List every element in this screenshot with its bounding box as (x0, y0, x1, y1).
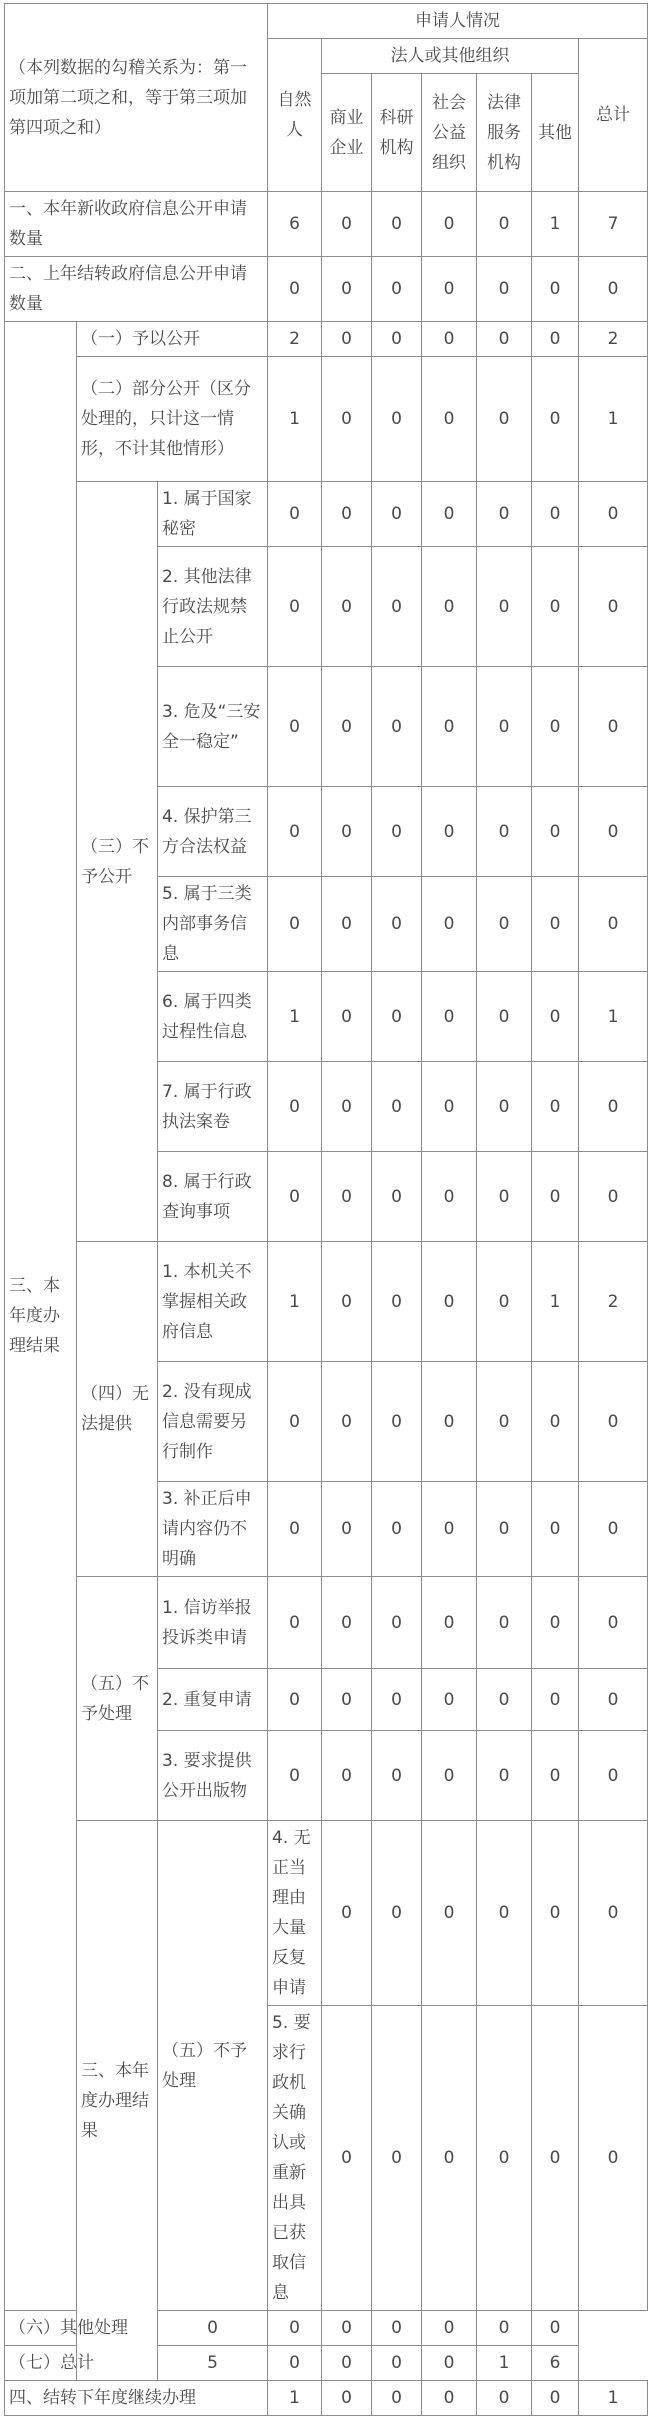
cell-natural: 0 (268, 482, 322, 547)
cell-business: 0 (322, 1152, 372, 1242)
cell-natural: 0 (268, 667, 322, 787)
cell-research: 0 (372, 1242, 422, 1362)
cell-natural: 0 (268, 1152, 322, 1242)
cell-research: 0 (322, 2346, 372, 2381)
cell-other: 0 (579, 1821, 648, 2006)
cell-business: 0 (322, 192, 372, 257)
row-label: 一、本年新收政府信息公开申请数量 (5, 192, 268, 257)
cell-business: 0 (322, 972, 372, 1062)
row-label: 四、结转下年度继续办理 (5, 2381, 268, 2416)
cell-research: 0 (372, 1577, 422, 1669)
cell-business: 0 (322, 667, 372, 787)
cell-research: 0 (372, 357, 422, 482)
row-label: 7. 属于行政执法案卷 (158, 1062, 268, 1152)
cell-natural: 0 (268, 787, 322, 877)
cell-research: 0 (372, 2381, 422, 2416)
cell-law: 0 (422, 2346, 477, 2381)
cell-law: 0 (477, 877, 532, 972)
cell-business: 0 (322, 257, 372, 322)
row-label: 2. 重复申请 (158, 1669, 268, 1731)
cell-law: 0 (422, 2311, 477, 2346)
cell-research: 0 (372, 1152, 422, 1242)
cell-social: 0 (422, 1242, 477, 1362)
cell-social: 0 (422, 547, 477, 667)
cell-law: 0 (477, 1669, 532, 1731)
cell-research: 0 (372, 192, 422, 257)
cell-natural: 0 (268, 547, 322, 667)
row-label: 1. 属于国家秘密 (158, 482, 268, 547)
cell-natural: 0 (268, 1062, 322, 1152)
cell-other: 1 (532, 192, 579, 257)
header-research: 科研机构 (372, 74, 422, 192)
cell-social: 0 (422, 257, 477, 322)
section-label: 三、本年度办理结果 (77, 1821, 158, 2381)
cell-total: 0 (579, 1362, 648, 1482)
cell-social: 0 (422, 1362, 477, 1482)
cell-social: 0 (422, 877, 477, 972)
header-social: 社会公益组织 (422, 74, 477, 192)
cell-total: 0 (579, 547, 648, 667)
cell-natural: 0 (268, 1731, 322, 1821)
cell-social: 0 (422, 482, 477, 547)
cell-research: 0 (422, 1821, 477, 2006)
row-label: 1. 本机关不掌握相关政府信息 (158, 1242, 268, 1362)
cell-natural: 0 (268, 1482, 322, 1577)
cell-research: 0 (372, 667, 422, 787)
cell-total: 1 (579, 2381, 648, 2416)
cell-other: 0 (532, 357, 579, 482)
cell-total: 0 (579, 1669, 648, 1731)
cell-law: 0 (477, 1152, 532, 1242)
header-natural: 自然人 (268, 39, 322, 192)
header-law: 法律服务机构 (477, 74, 532, 192)
header-legal: 法人或其他组织 (322, 39, 579, 74)
cell-social: 0 (372, 2346, 422, 2381)
cell-research: 0 (372, 322, 422, 357)
cell-total: 0 (579, 482, 648, 547)
cell-law: 0 (477, 547, 532, 667)
cell-business: 0 (322, 1577, 372, 1669)
row-label: 2. 没有现成信息需要另行制作 (158, 1362, 268, 1482)
cell-other: 0 (532, 787, 579, 877)
cell-law: 0 (477, 1062, 532, 1152)
row-label: （六）其他处理 (5, 2311, 158, 2346)
cell-natural: 0 (268, 1577, 322, 1669)
cell-business: 0 (372, 1821, 422, 2006)
cell-business: 0 (268, 2311, 322, 2346)
cell-law: 0 (477, 2381, 532, 2416)
cell-law: 0 (477, 1482, 532, 1577)
cell-social: 0 (372, 2311, 422, 2346)
cell-total: 0 (579, 1577, 648, 1669)
cell-business: 0 (322, 1242, 372, 1362)
cell-other: 0 (532, 1062, 579, 1152)
cell-social: 0 (422, 787, 477, 877)
cell-natural: 6 (268, 192, 322, 257)
government-info-disclosure-table (4, 3, 648, 2416)
cell-other: 0 (532, 1669, 579, 1731)
cell-total: 0 (579, 1482, 648, 1577)
row-label: （二）部分公开（区分处理的，只计这一情形，不计其他情形） (77, 357, 268, 482)
cell-total: 1 (579, 357, 648, 482)
row-label: 4. 无正当理由大量反复申请 (268, 1821, 322, 2006)
cell-other: 0 (532, 2381, 579, 2416)
cell-law: 0 (477, 322, 532, 357)
cell-business: 0 (322, 1482, 372, 1577)
cell-other: 0 (532, 482, 579, 547)
cell-social: 0 (477, 1821, 532, 2006)
cell-other: 0 (532, 547, 579, 667)
cell-research: 0 (372, 1362, 422, 1482)
header-business: 商业企业 (322, 74, 372, 192)
cell-social: 0 (422, 972, 477, 1062)
cell-business: 0 (322, 2381, 372, 2416)
cell-other: 0 (532, 667, 579, 787)
cell-natural: 0 (322, 1821, 372, 2006)
category-label: （四）无法提供 (77, 1242, 158, 1577)
cell-law: 0 (477, 257, 532, 322)
cell-natural: 0 (268, 877, 322, 972)
cell-total: 2 (579, 1242, 648, 1362)
cell-research: 0 (422, 2006, 477, 2311)
category-label: （五）不予处理 (77, 1577, 158, 1821)
cell-total: 1 (579, 972, 648, 1062)
row-label: 二、上年结转政府信息公开申请数量 (5, 257, 268, 322)
cell-business: 0 (322, 322, 372, 357)
cell-natural: 1 (268, 2381, 322, 2416)
cell-law: 0 (477, 667, 532, 787)
category-label: （五）不予处理 (158, 1821, 268, 2311)
row-label: （七）总计 (5, 2346, 158, 2381)
cell-business: 0 (322, 357, 372, 482)
cell-research: 0 (372, 1669, 422, 1731)
cell-business: 0 (322, 547, 372, 667)
cell-business: 0 (322, 1669, 372, 1731)
cell-research: 0 (372, 972, 422, 1062)
row-label: 3. 补正后申请内容仍不明确 (158, 1482, 268, 1577)
cell-other: 0 (532, 877, 579, 972)
cell-other: 1 (477, 2346, 532, 2381)
cell-social: 0 (422, 667, 477, 787)
cell-law: 0 (477, 1577, 532, 1669)
cell-research: 0 (322, 2311, 372, 2346)
cell-total: 0 (579, 257, 648, 322)
cell-other: 0 (532, 257, 579, 322)
header-note: （本列数据的勾稽关系为：第一项加第二项之和，等于第三项加第四项之和） (5, 4, 268, 192)
header-applicant: 申请人情况 (268, 4, 648, 39)
cell-law: 0 (477, 1731, 532, 1821)
cell-social: 0 (422, 192, 477, 257)
cell-social: 0 (422, 1669, 477, 1731)
category-label: （三）不予公开 (77, 482, 158, 1242)
row-label: 5. 属于三类内部事务信息 (158, 877, 268, 972)
cell-business: 0 (322, 1062, 372, 1152)
cell-other: 0 (532, 1731, 579, 1821)
cell-total: 0 (579, 787, 648, 877)
cell-natural: 0 (268, 1362, 322, 1482)
cell-research: 0 (372, 1062, 422, 1152)
cell-other: 0 (532, 1152, 579, 1242)
cell-other: 0 (532, 1362, 579, 1482)
cell-natural: 0 (158, 2311, 268, 2346)
row-label: 5. 要求行政机关确认或重新出具已获取信息 (268, 2006, 322, 2311)
cell-other: 0 (532, 322, 579, 357)
header-other: 其他 (532, 74, 579, 192)
row-label: 1. 信访举报投诉类申请 (158, 1577, 268, 1669)
cell-law: 0 (477, 787, 532, 877)
cell-social: 0 (422, 1062, 477, 1152)
cell-law: 0 (477, 357, 532, 482)
cell-research: 0 (372, 547, 422, 667)
cell-total: 6 (532, 2346, 579, 2381)
cell-research: 0 (372, 1731, 422, 1821)
row-label: 6. 属于四类过程性信息 (158, 972, 268, 1062)
cell-business: 0 (322, 1362, 372, 1482)
header-total: 总计 (579, 39, 648, 192)
cell-total: 0 (579, 667, 648, 787)
cell-natural: 1 (268, 1242, 322, 1362)
cell-law: 0 (477, 1242, 532, 1362)
cell-social: 0 (422, 322, 477, 357)
cell-business: 0 (322, 482, 372, 547)
cell-research: 0 (372, 877, 422, 972)
cell-social: 0 (477, 2006, 532, 2311)
cell-natural: 2 (268, 322, 322, 357)
cell-social: 0 (422, 1482, 477, 1577)
cell-social: 0 (422, 357, 477, 482)
cell-business: 0 (322, 787, 372, 877)
cell-total: 7 (579, 192, 648, 257)
cell-other: 0 (477, 2311, 532, 2346)
cell-research: 0 (372, 1482, 422, 1577)
cell-total: 0 (532, 2311, 579, 2346)
row-label: （一）予以公开 (77, 322, 268, 357)
cell-total: 0 (579, 1152, 648, 1242)
cell-natural: 0 (268, 257, 322, 322)
cell-social: 0 (422, 2381, 477, 2416)
cell-natural: 0 (268, 1669, 322, 1731)
cell-law: 0 (477, 1362, 532, 1482)
cell-social: 0 (422, 1731, 477, 1821)
cell-other: 0 (532, 1577, 579, 1669)
cell-total: 0 (579, 1731, 648, 1821)
row-label: 3. 要求提供公开出版物 (158, 1731, 268, 1821)
row-label: 2. 其他法律行政法规禁止公开 (158, 547, 268, 667)
cell-natural: 5 (158, 2346, 268, 2381)
cell-business: 0 (372, 2006, 422, 2311)
cell-total: 0 (579, 1062, 648, 1152)
row-label: 3. 危及“三安全一稳定” (158, 667, 268, 787)
row-label: 4. 保护第三方合法权益 (158, 787, 268, 877)
cell-natural: 1 (268, 357, 322, 482)
cell-business: 0 (322, 877, 372, 972)
row-label: 8. 属于行政查询事项 (158, 1152, 268, 1242)
cell-natural: 1 (268, 972, 322, 1062)
cell-other: 0 (532, 972, 579, 1062)
cell-total: 2 (579, 322, 648, 357)
cell-other: 0 (532, 1482, 579, 1577)
section-label: 三、本年度办理结果 (5, 322, 77, 2311)
cell-business: 0 (322, 1731, 372, 1821)
cell-law: 0 (477, 972, 532, 1062)
cell-research: 0 (372, 787, 422, 877)
cell-research: 0 (372, 482, 422, 547)
cell-other: 0 (579, 2006, 648, 2311)
cell-law: 0 (532, 1821, 579, 2006)
cell-social: 0 (422, 1152, 477, 1242)
cell-other: 1 (532, 1242, 579, 1362)
cell-total: 0 (579, 877, 648, 972)
cell-business: 0 (268, 2346, 322, 2381)
cell-law: 0 (477, 482, 532, 547)
cell-research: 0 (372, 257, 422, 322)
cell-law: 0 (477, 192, 532, 257)
cell-natural: 0 (322, 2006, 372, 2311)
cell-law: 0 (532, 2006, 579, 2311)
cell-social: 0 (422, 1577, 477, 1669)
